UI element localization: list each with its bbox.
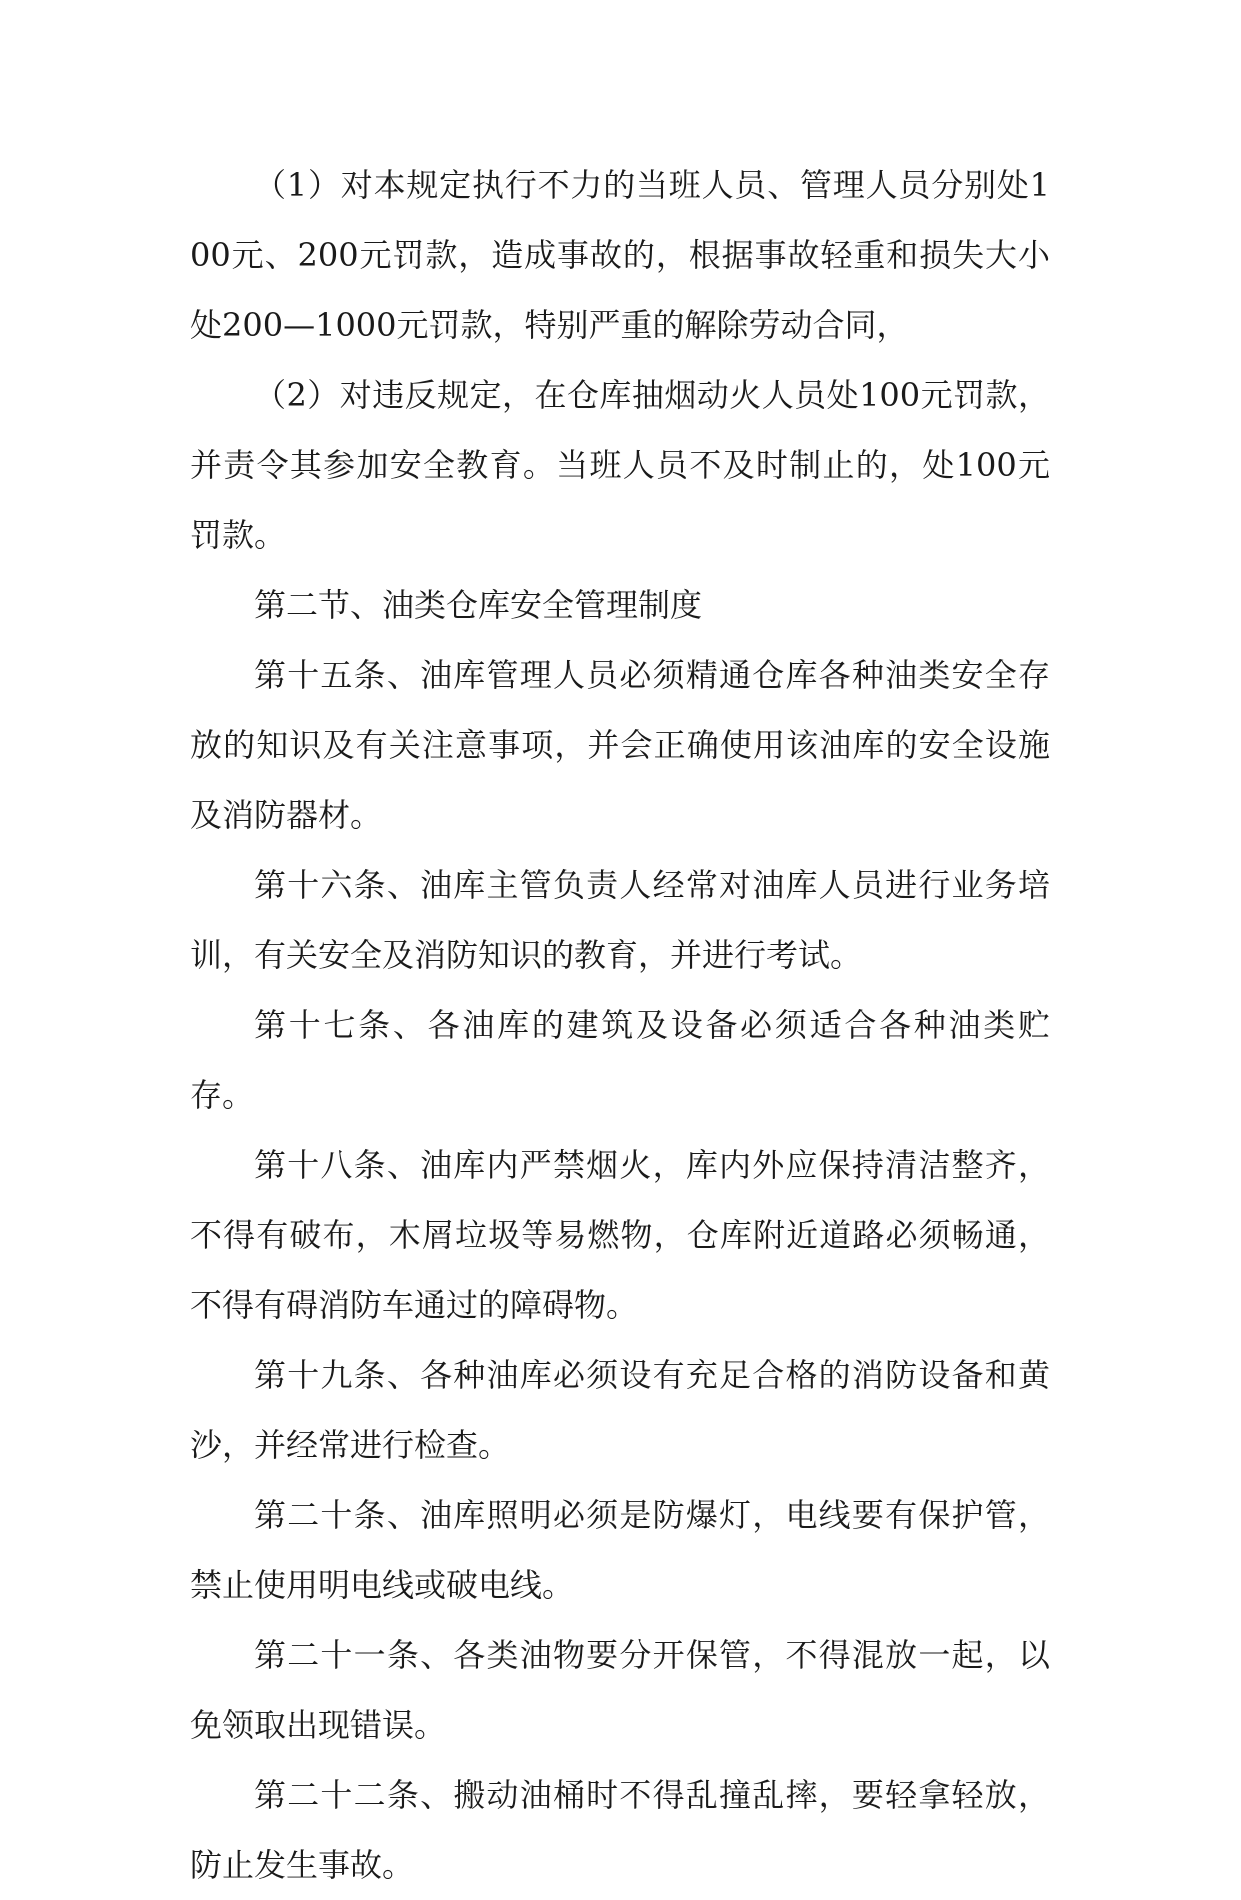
paragraph-article-17: 第十七条、各油库的建筑及设备必须适合各种油类贮存。 [190, 1006, 1050, 1114]
document-page [190, 150, 1050, 1900]
paragraph-article-22: 第二十二条、搬动油桶时不得乱撞乱摔，要轻拿轻放，防止发生事故。 [190, 1776, 1050, 1884]
paragraph-penalty-1: （1）对本规定执行不力的当班人员、管理人员分别处100元、200元罚款，造成事故的，根据事故轻重和损失大小处200—1000元罚款，特别严重的解除劳动合同， [190, 166, 1050, 344]
paragraph-penalty-2: （2）对违反规定，在仓库抽烟动火人员处100元罚款，并责令其参加安全教育。当班人员不及时制止的，处100元罚款。 [190, 376, 1050, 554]
paragraph-article-16: 第十六条、油库主管负责人经常对油库人员进行业务培训，有关安全及消防知识的教育，并进行考试。 [190, 866, 1050, 974]
paragraph-article-21: 第二十一条、各类油物要分开保管，不得混放一起，以免领取出现错误。 [190, 1636, 1050, 1744]
paragraph-article-18: 第十八条、油库内严禁烟火，库内外应保持清洁整齐，不得有破布，木屑垃圾等易燃物，仓库附近道路必须畅通，不得有碍消防车通过的障碍物。 [190, 1146, 1050, 1324]
paragraph-article-20: 第二十条、油库照明必须是防爆灯，电线要有保护管，禁止使用明电线或破电线。 [190, 1496, 1050, 1604]
paragraph-article-19: 第十九条、各种油库必须设有充足合格的消防设备和黄沙，并经常进行检查。 [190, 1356, 1050, 1464]
paragraph-article-15: 第十五条、油库管理人员必须精通仓库各种油类安全存放的知识及有关注意事项，并会正确使用该油库的安全设施及消防器材。 [190, 656, 1050, 834]
section-heading: 第二节、油类仓库安全管理制度 [254, 586, 703, 624]
